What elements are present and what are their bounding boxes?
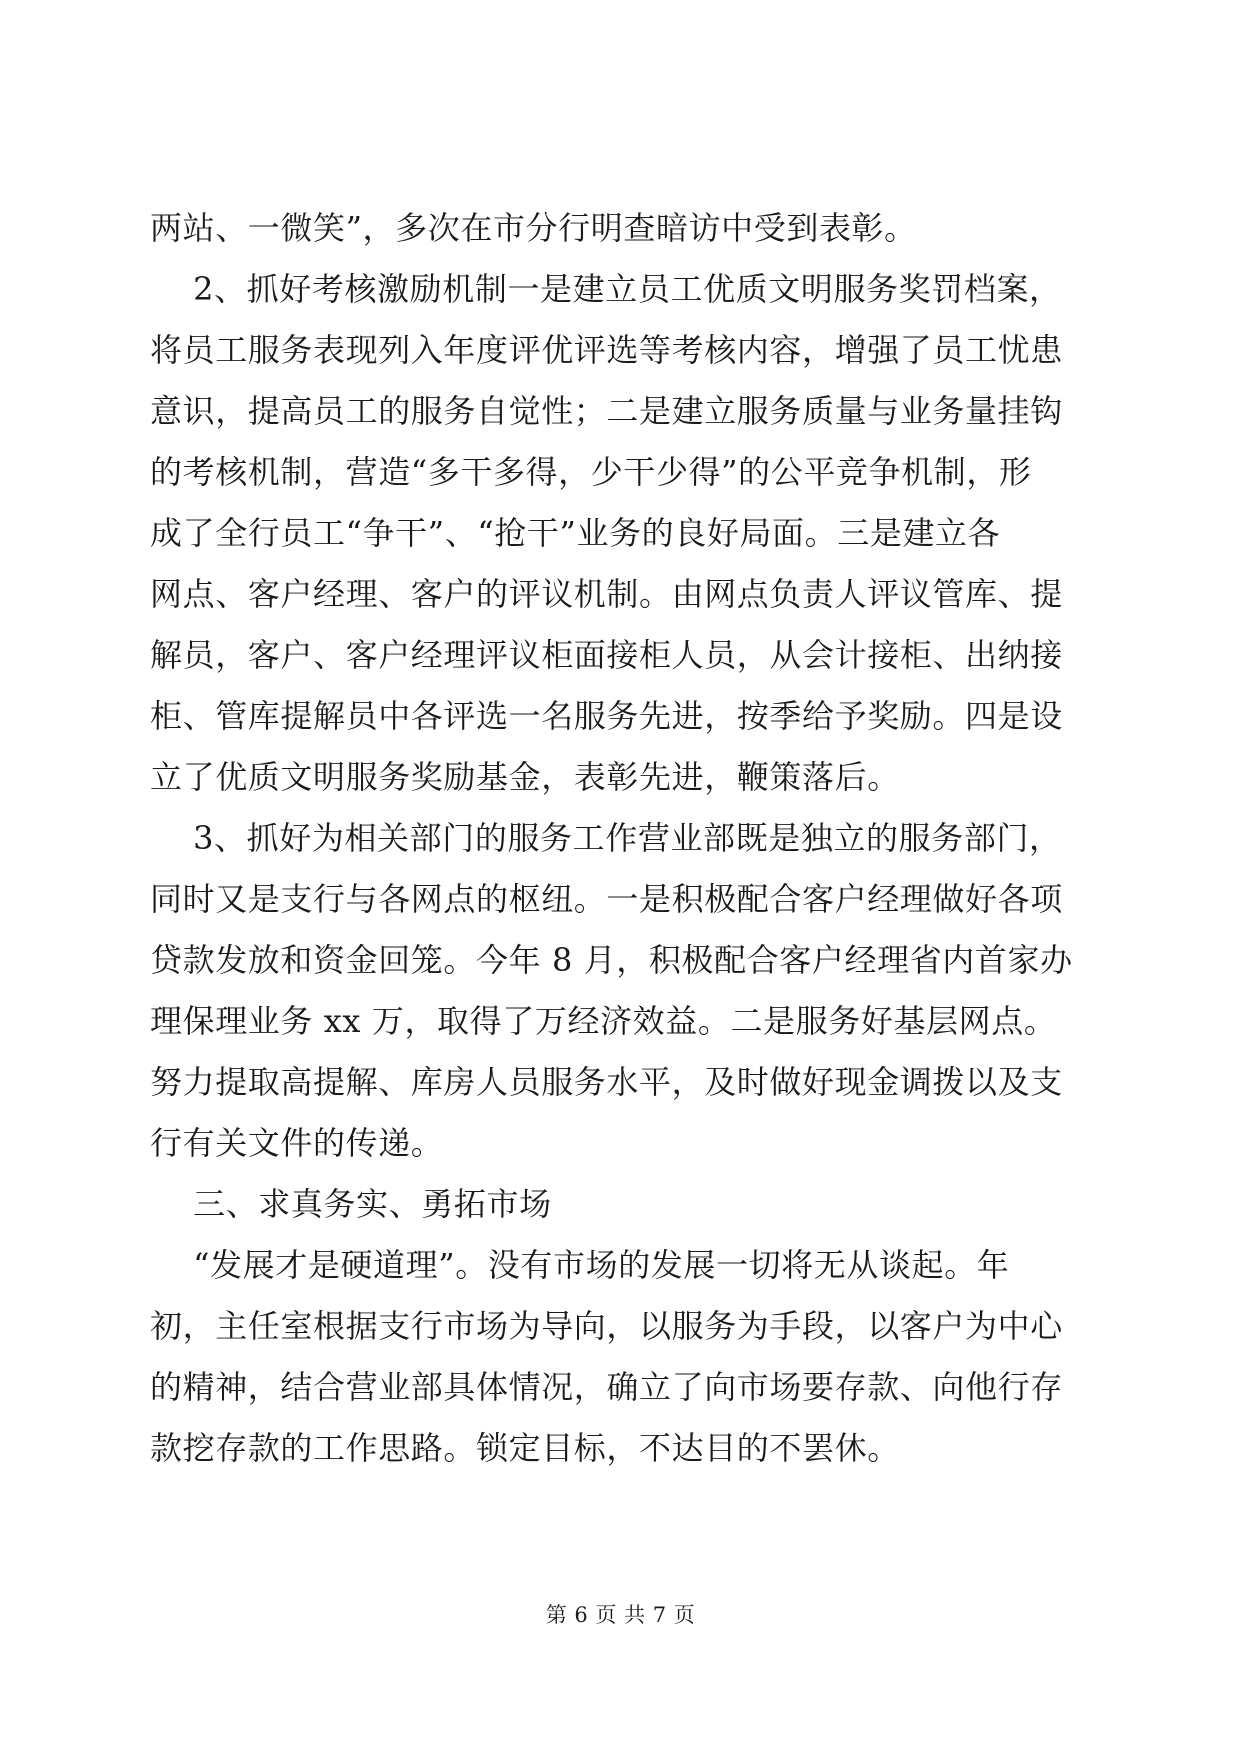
body-text-line: 意识，提高员工的服务自觉性；二是建立服务质量与业务量挂钩: [150, 392, 1063, 430]
body-text-line: 立了优质文明服务奖励基金，表彰先进，鞭策落后。: [150, 758, 900, 796]
body-text-line: 成了全行员工“争干”、“抢干”业务的良好局面。三是建立各: [150, 514, 1001, 552]
page-number-footer: 第 6 页 共 7 页: [545, 1603, 696, 1627]
section-heading: 三、求真务实、勇拓市场: [150, 1185, 552, 1223]
body-text-line: 网点、客户经理、客户的评议机制。由网点负责人评议管库、提: [150, 575, 1063, 613]
body-text-line: “发展才是硬道理”。没有市场的发展一切将无从谈起。年: [150, 1246, 1010, 1284]
body-text-line: 柜、管库提解员中各评选一名服务先进，按季给予奖励。四是设: [150, 697, 1063, 735]
body-text-line: 的精神，结合营业部具体情况，确立了向市场要存款、向他行存: [150, 1368, 1063, 1406]
body-text-line: 的考核机制，营造“多干多得，少干少得”的公平竞争机制，形: [150, 453, 1032, 491]
body-text-line: 同时又是支行与各网点的枢纽。一是积极配合客户经理做好各项: [150, 880, 1063, 918]
body-text-line: 理保理业务 xx 万，取得了万经济效益。二是服务好基层网点。: [150, 1002, 1057, 1040]
body-text-line: 初，主任室根据支行市场为导向，以服务为手段，以客户为中心: [150, 1307, 1063, 1345]
body-text-line: 解员，客户、客户经理评议柜面接柜人员，从会计接柜、出纳接: [150, 636, 1063, 674]
body-text-line: 贷款发放和资金回笼。今年 8 月，积极配合客户经理省内首家办: [150, 941, 1073, 979]
body-text-line: 两站、一微笑”，多次在市分行明查暗访中受到表彰。: [150, 209, 917, 247]
body-text-line: 2、抓好考核激励机制一是建立员工优质文明服务奖罚档案，: [150, 270, 1062, 308]
body-text-line: 款挖存款的工作思路。锁定目标，不达目的不罢休。: [150, 1429, 900, 1467]
body-text-line: 努力提取高提解、库房人员服务水平，及时做好现金调拨以及支: [150, 1063, 1063, 1101]
body-text-line: 行有关文件的传递。: [150, 1124, 444, 1162]
body-text-line: 将员工服务表现列入年度评优评选等考核内容，增强了员工忧患: [150, 331, 1063, 369]
body-text-line: 3、抓好为相关部门的服务工作营业部既是独立的服务部门，: [150, 819, 1062, 857]
